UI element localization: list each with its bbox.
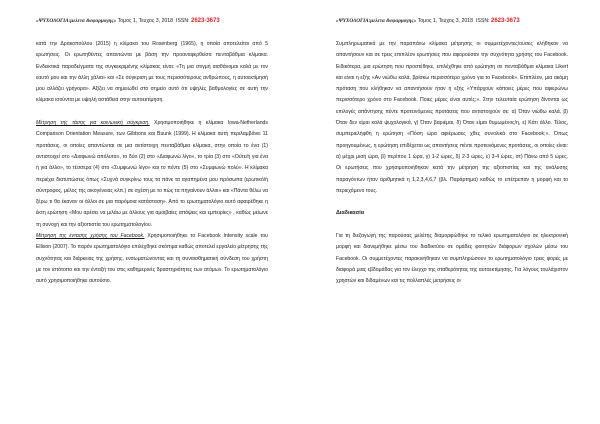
journal-title: «ΨΥΧΟΛΟΓΙΑ:μελετα &εφαρμογης» bbox=[36, 18, 117, 24]
paragraph bbox=[36, 118, 268, 231]
left-running-header bbox=[36, 18, 220, 24]
issn-number: 2623-3673 bbox=[490, 18, 520, 24]
section-subheading: Μέτρηση της έντασης χρήσης του Facebook. bbox=[36, 233, 145, 240]
right-running-header bbox=[336, 18, 520, 24]
journal-title: «ΨΥΧΟΛΟΓΙΑ:μελετα &εφαρμογης» bbox=[336, 18, 417, 24]
issn-label: ISSN: bbox=[175, 18, 190, 24]
section-heading: Διαδικασία bbox=[336, 210, 365, 217]
volume-info: Τομος 1, Τευχος 3, 2018 bbox=[116, 18, 174, 24]
right-page bbox=[300, 0, 600, 424]
left-body-text bbox=[36, 39, 268, 288]
issn-label: ISSN: bbox=[475, 18, 490, 24]
paragraph: κατά την Δρακοπούλου (2015) η κλίμακα του Rosenberg (1965), η οποία αποτελείται από 5 ερωτήσεις. Οι ερωτηθέντες απαντώντα με βάση την προαναφερθείσα πενταβάθμια κλίμακα. Ενδεικτικά παραδείγματα της συγκεκριμένης κλίμακας είναι: «Τη μια στιγμή αισθάνομαι καλά με τον εαυτό μου και την άλλη χάλια» και «Σε σύγκριση με τους περισσότερους ανθρώπους, η αυτοεκτίμησή μου αλλάζει γρήγορα». Αξίζει να σημειωθεί στο σημείο αυτό ότι υψηλές βαθμολογίες σε αυτή την κλίμακα ισούνται με υψηλή αστάθεια στην αυτοεκτίμηση. bbox=[36, 41, 268, 104]
right-body-text bbox=[336, 39, 568, 288]
issn-number: 2623-3673 bbox=[190, 18, 220, 24]
paragraph: Συμπληρωματικά με την παραπάνω κλίμακα μέτρησης οι συμμετέχοντες/ουσες κλήθηκαν να απαντήσουν και σε τρεις επιπλέον ερωτήσεις που αφορούσαν την συχνότητα χρήσης του Facebook. Ειδικότερα, μια ερώτηση που προστέθηκε, επιλέχθηκε από ερώτηση σε πενταβάθμια κλίμακα Likert και είναι η εξής «Αν νιώθω καλά, βρίσκω περισσότερο χρόνο για το Facebook». Επιπλέον, μια ακόμη πρόταση που κλήθηκαν να απαντήσουν ήταν η εξής «Υπάρχουν κάποιες μέρες που αφιερώνω περισσότερο χρόνο στο Facebook. Ποιες μέρες είναι αυτές;». Στην τελευταία ερώτηση δίνονται ως επιλογές απάντησης πέντε προτεινόμενες προτάσεις που αντιστοιχούν σε: α) Όταν νιώθω καλά, β) Όταν δεν είμαι καλά ψυχολογικά, γ) Όταν βαριέμαι, δ) Όταν είμαι θυμωμένος/η, ε) Κάτι άλλο. Τέλος, συμπεριελήφθη η ερώτηση «Πόση ώρα αφιέρωσες χθες συνολικά στο Facebook;». Όπως προηγουμένως, η ερώτηση επιδέχεται ως απαντήσεις πέντε προτεινόμενες προτάσεις, οι οποίες είναι: α) μέχρι μισή ώρα, β) περίπου 1 ώρα, γ) 1-2 ώρες, δ) 2-3 ώρες, ε) 3-4 ώρες, στ) Πάνω από 5 ώρες. Οι ερωτήσεις που χρησιμοποιήθηκαν κατά την μέτρηση της αξιοπιστίας και της ανάλυσης παραγόντων ήταν αριθμητικά η 1,2,3,4,6,7 (βλ. Παράρτημα) καθώς το επέτρεπαν η μορφή και το περιεχόμενο τους. bbox=[336, 41, 568, 194]
paragraph-text: Χρησιμοποιήθηκε η κλίμακα Iowa-Netherlands Comparison Orientation Measure, των Gibbons και Buunk (1999). Η κλίμακα αυτή περιλαμβάνει 11 προτάσεις, οι οποίες απαντώνται σε μια αντίστοιχη πενταβάθμια κλίμακα, στην οποία το ένα (1) αντιστοιχεί στο «Διαφωνώ απόλυτα», το δύο (2) στο «Διαφωνώ λίγο», το τρία (3) στο «Ούτε/ή για ένα ή για άλλο», το τέσσερα (4) στο «Συμφωνώ λίγο» και το πέντε (5) στο «Συμφωνώ πολύ». Η κλίμακα περιέχει διατυπώσεις όπως «Συχνά συγκρίνω τους τα πάνε τα αγαπημένα μου πρόσωπα (ερωτικό/ή σύντροφος, μέλος της οικογένειας κλπ.) σε σχέση με το πώς τα πηγαίνουν άλλοι» και «Πάντα θέλω να ξέρω τι θα έκαναν οι άλλοι σε μια παρόμοια κατάσταση». Από το ερωτηματολόγιο αυτό αφαιρέθηκε η έκτη ερώτηση «Μου αρέσει να μιλάω με άλλους για αμοιβαίες απόψεις και εμπειρίες» , καθώς μείωνε τη συνοχή και την αξιοπιστία του ερωτηματολογίου. bbox=[36, 120, 268, 228]
paragraph-text: Χρησιμοποιήθηκε το Facebook Intensity scale του Ellison (2007). Το παρόν ερωτηματολόγιο επιλέχθηκε σκόπιμα καθώς αποτελεί εργαλείο μέτρησης της συχνότητας και διάρκειας της χρήσης, ενσωματώνοντας και τη συναισθηματική σύνδεση του χρήστη με τον ιστότοπο και την ένταξή του στις καθημερινές δραστηριότητες των ατόμων. Το ερωτηματολόγιο αυτό χρησιμοποιήθηκε αυτούσιο. bbox=[36, 233, 268, 285]
paragraph: Για τη διεξαγωγή της παρούσας μελέτης διαμορφώθηκε το τελικό ερωτηματολόγιο σε ηλεκτρονική μορφή και διανεμήθηκε μέσω του διαδικτύου σε ομάδες φοιτητών διάφορων σχολών μέσω του Facebook. Οι συμμετέχοντες παρακινήθηκαν να συμπληρώσουν το ερωτηματολόγιο τρεις φορές με διαφορά μιας εβδομάδας για τον έλεγχο της σταθερότητας της αυτοεκτίμησης. Για λόγους τουλάχιστον χρηστών και διδαμένων και τις πολλαπλές μετρήσεις οι bbox=[336, 233, 568, 285]
section-subheading: Μέτρηση της τάσης για κοινωνική σύγκριση. bbox=[36, 120, 150, 127]
volume-info: Τομος 1, Τευχος 3, 2018 bbox=[416, 18, 474, 24]
paragraph bbox=[36, 231, 268, 287]
